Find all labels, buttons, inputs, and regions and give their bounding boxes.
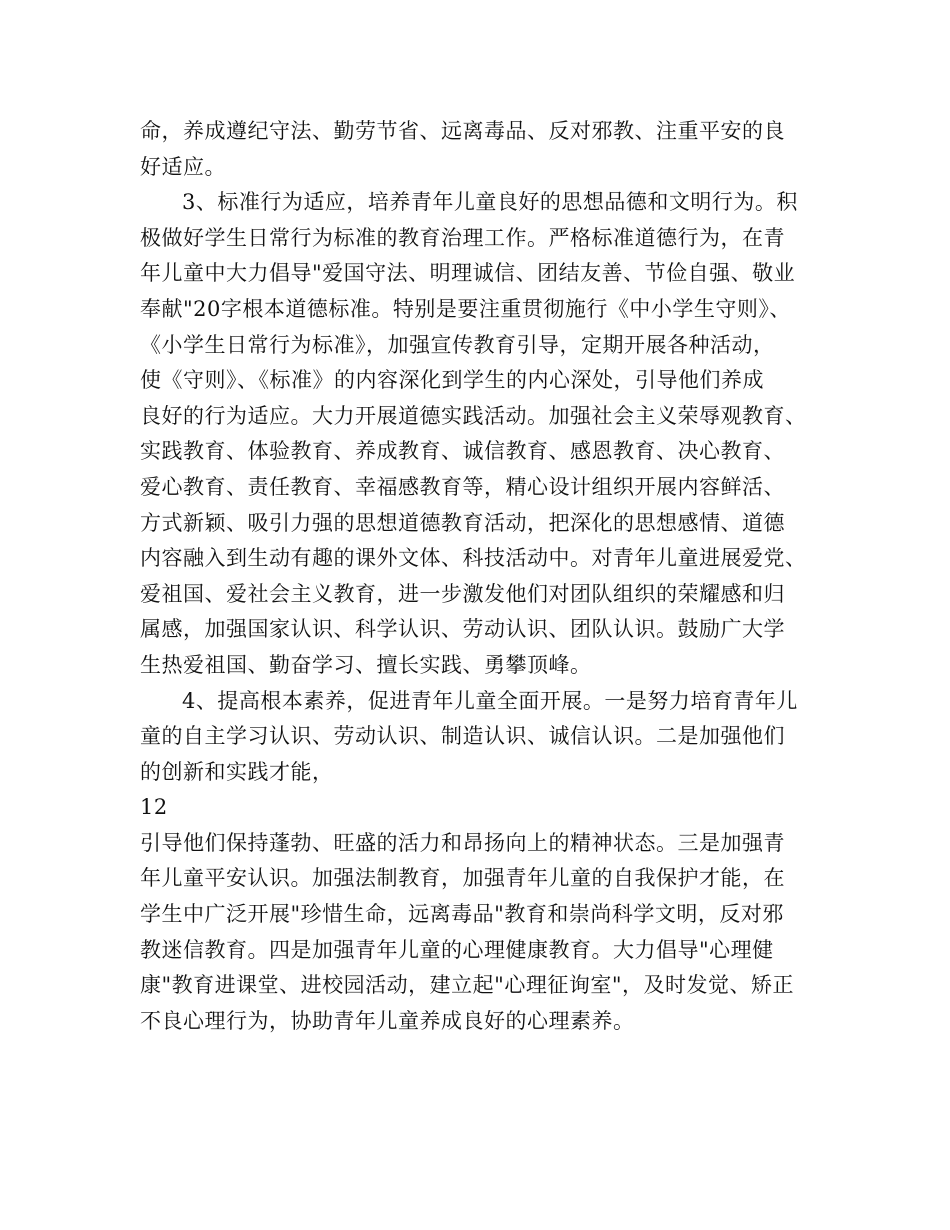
text-line: 爱心教育、责任教育、幸福感教育等，精心设计组织开展内容鲜活、 bbox=[140, 474, 785, 499]
text-line: 童的自主学习认识、劳动认识、制造认识、诚信认识。二是加强他们 bbox=[140, 724, 785, 749]
text-line: 内容融入到生动有趣的课外文体、科技活动中。对青年儿童进展爱党、 bbox=[140, 546, 807, 571]
paragraph-start-line: 4、提高根本素养，促进青年儿童全面开展。一是努力培育青年儿 bbox=[182, 688, 798, 713]
text-line: 的创新和实践才能， bbox=[140, 759, 334, 784]
paragraph-start-line: 3、标准行为适应，培养青年儿童良好的思想品德和文明行为。积 bbox=[182, 190, 798, 215]
text-line: 命，养成遵纪守法、勤劳节省、远离毒品、反对邪教、注重平安的良 bbox=[140, 119, 785, 143]
text-line: 良好的行为适应。大力开展道德实践活动。加强社会主义荣辱观教育、 bbox=[140, 403, 807, 428]
text-line: 奉献"20字根本道德标准。特别是要注重贯彻施行《中小学生守则》、 bbox=[140, 296, 791, 321]
text-line: 属感，加强国家认识、科学认识、劳动认识、团队认识。鼓励广大学 bbox=[140, 617, 785, 642]
text-line: 康"教育进课堂、进校园活动，建立起"心理征询室"，及时发觉、矫正 bbox=[140, 973, 794, 998]
text-line: 使《守则》、《标准》的内容深化到学生的内心深处，引导他们养成 bbox=[140, 368, 764, 393]
text-line: 爱祖国、爱社会主义教育，进一步激发他们对团队组织的荣耀感和归 bbox=[140, 581, 785, 606]
document-body bbox=[140, 114, 830, 1039]
text-line: 生热爱祖国、勤奋学习、擅长实践、勇攀顶峰。 bbox=[140, 652, 592, 677]
text-line: 学生中广泛开展"珍惜生命，远离毒品"教育和崇尚科学文明，反对邪 bbox=[140, 902, 784, 927]
text-line: 方式新颖、吸引力强的思想道德教育活动，把深化的思想感情、道德 bbox=[140, 510, 785, 535]
text-line: 年儿童平安认识。加强法制教育，加强青年儿童的自我保护才能，在 bbox=[140, 866, 785, 891]
text-line: 《小学生日常行为标准》，加强宣传教育引导，定期开展各种活动， bbox=[140, 332, 775, 357]
page-number: 12 bbox=[140, 795, 168, 820]
text-line: 不良心理行为，协助青年儿童养成良好的心理素养。 bbox=[140, 1008, 635, 1033]
text-line: 实践教育、体验教育、养成教育、诚信教育、感恩教育、决心教育、 bbox=[140, 439, 785, 464]
text-line: 极做好学生日常行为标准的教育治理工作。严格标准道德行为，在青 bbox=[140, 225, 785, 250]
text-line: 好适应。 bbox=[140, 154, 226, 179]
text-line: 年儿童中大力倡导"爱国守法、明理诚信、团结友善、节俭自强、敬业 bbox=[140, 261, 796, 286]
text-line: 引导他们保持蓬勃、旺盛的活力和昂扬向上的精神状态。三是加强青 bbox=[140, 830, 785, 855]
text-line: 教迷信教育。四是加强青年儿童的心理健康教育。大力倡导"心理健 bbox=[140, 937, 774, 962]
